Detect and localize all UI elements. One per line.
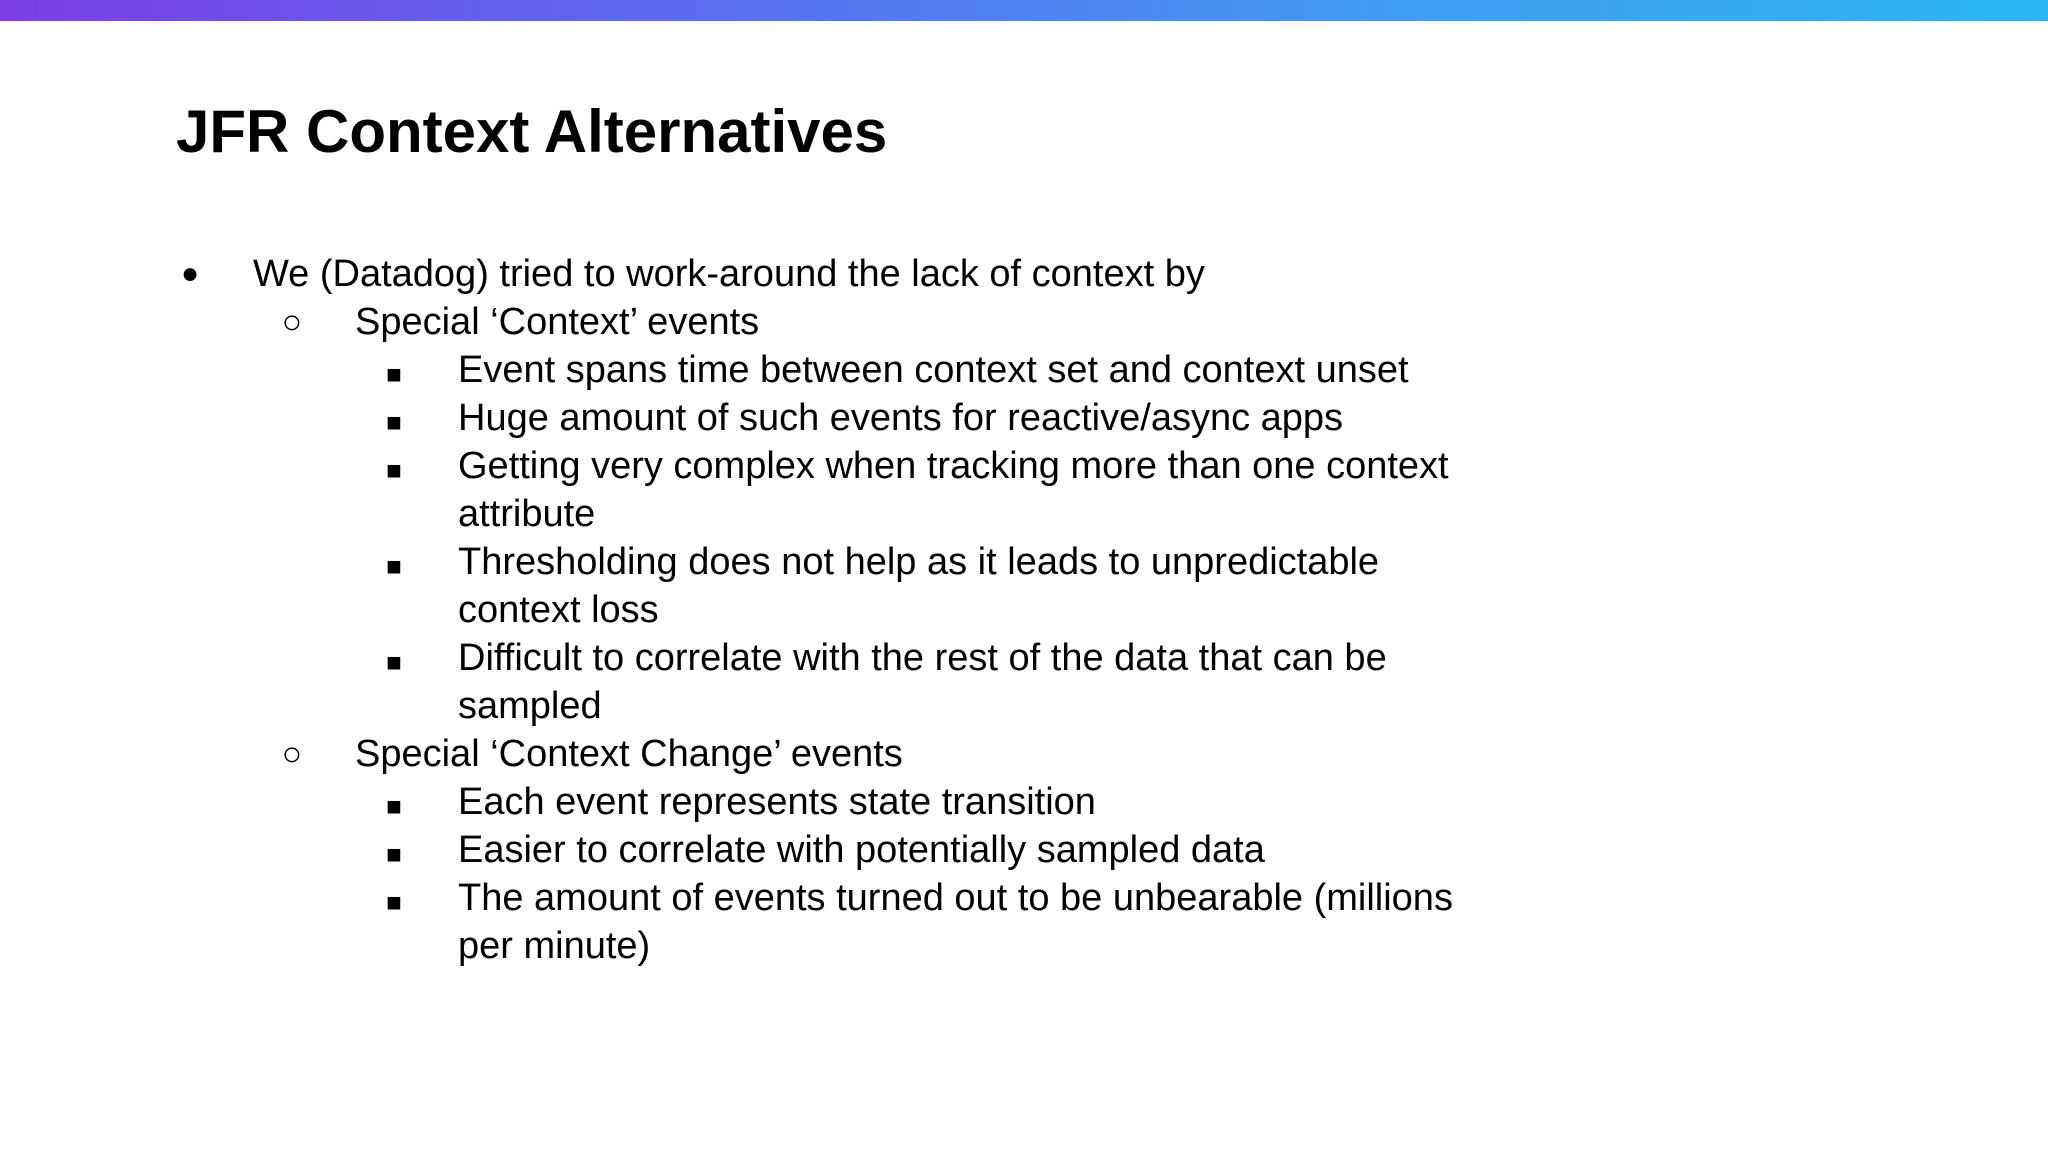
- bullet-marker: ■: [386, 359, 402, 389]
- bullet-item-level-3: [0, 538, 2048, 634]
- bullet-marker: ■: [386, 407, 402, 437]
- bullet-item-level-3: [0, 778, 2048, 826]
- bullet-text: [458, 538, 1379, 634]
- bullet-list: [0, 250, 2048, 970]
- bullet-item-level-2: [0, 730, 2048, 778]
- bullet-text-line: Huge amount of such events for reactive/async apps: [458, 397, 1344, 439]
- bullet-text-line: Event spans time between context set and context unset: [458, 349, 1409, 391]
- bullet-text-line: Getting very complex when tracking more than one context: [458, 445, 1449, 487]
- bullet-text-line: per minute): [458, 925, 651, 967]
- bullet-marker: ■: [386, 791, 402, 821]
- bullet-item-level-1: [0, 250, 2048, 298]
- bullet-text: [458, 634, 1387, 730]
- bullet-text-line: Easier to correlate with potentially sampled data: [458, 829, 1265, 871]
- bullet-text: [458, 394, 1343, 442]
- bullet-text-line: We (Datadog) tried to work-around the lack of context by: [253, 253, 1205, 295]
- bullet-text: [458, 778, 1096, 826]
- bullet-text: [253, 250, 1205, 298]
- bullet-text: [458, 442, 1449, 538]
- bullet-text-line: Thresholding does not help as it leads to unpredictable: [458, 541, 1380, 583]
- bullet-text-line: context loss: [458, 589, 659, 631]
- bullet-marker: ■: [386, 455, 402, 485]
- bullet-marker: ■: [386, 551, 402, 581]
- bullet-item-level-3: [0, 874, 2048, 970]
- bullet-item-level-2: [0, 298, 2048, 346]
- bullet-item-level-3: [0, 826, 2048, 874]
- bullet-text-line: sampled: [458, 685, 602, 727]
- bullet-item-level-3: [0, 442, 2048, 538]
- top-gradient-bar: [0, 0, 2048, 21]
- bullet-marker: ○: [281, 735, 303, 773]
- bullet-text: [458, 826, 1265, 874]
- bullet-text: [458, 346, 1409, 394]
- bullet-text-line: The amount of events turned out to be unbearable (millions: [458, 877, 1453, 919]
- bullet-text: [458, 874, 1453, 970]
- bullet-text-line: Special ‘Context Change’ events: [355, 733, 903, 775]
- bullet-marker: ■: [386, 647, 402, 677]
- bullet-marker: ■: [386, 839, 402, 869]
- bullet-text-line: Each event represents state transition: [458, 781, 1096, 823]
- bullet-text-line: Special ‘Context’ events: [355, 301, 760, 343]
- bullet-marker: ○: [281, 303, 303, 341]
- bullet-text: [355, 298, 759, 346]
- bullet-item-level-3: [0, 394, 2048, 442]
- slide-title: JFR Context Alternatives: [176, 98, 888, 165]
- bullet-item-level-3: [0, 346, 2048, 394]
- bullet-marker: ●: [180, 257, 200, 290]
- bullet-item-level-3: [0, 634, 2048, 730]
- bullet-marker: ■: [386, 887, 402, 917]
- bullet-text-line: attribute: [458, 493, 596, 535]
- bullet-text: [355, 730, 903, 778]
- bullet-text-line: Difficult to correlate with the rest of the data that can be: [458, 637, 1387, 679]
